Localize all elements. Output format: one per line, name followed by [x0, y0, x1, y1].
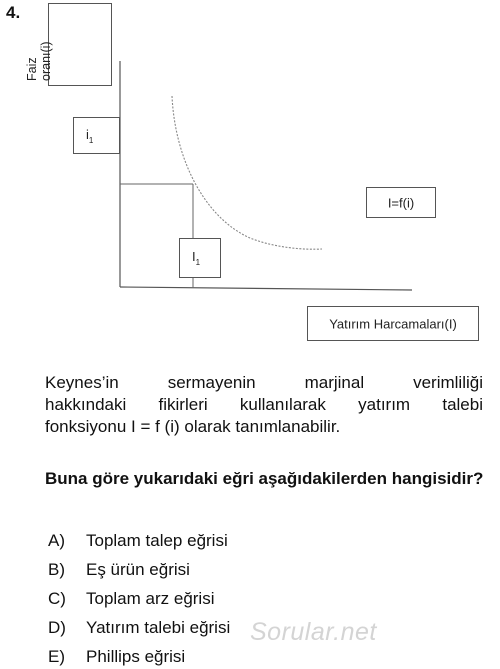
y-axis-label-line-2: oranı(i) — [39, 41, 53, 81]
option-e[interactable] — [48, 642, 230, 669]
investment-demand-curve — [172, 96, 322, 249]
i1-label: i — [86, 126, 89, 142]
option-letter: D) — [48, 618, 66, 637]
question-stem: Buna göre yukarıdaki eğri aşağıdakilerden hangisidir? — [45, 469, 484, 488]
question-paragraph — [45, 372, 483, 438]
option-letter: E) — [48, 647, 65, 666]
i1-subscript: 1 — [88, 135, 94, 145]
x-axis-label: Yatırım Harcamaları(I) — [329, 316, 457, 331]
curve-label-box — [366, 187, 436, 218]
I1-label: I — [192, 249, 196, 265]
option-d[interactable] — [48, 613, 230, 642]
paragraph-line-3: fonksiyonu I = f (i) olarak tanımlanabilir. — [45, 417, 341, 436]
option-text: Phillips eğrisi — [86, 647, 186, 666]
watermark: Sorular.net — [250, 618, 377, 646]
x-axis-line — [120, 287, 412, 290]
option-text: Toplam arz eğrisi — [86, 589, 215, 608]
option-a[interactable] — [48, 526, 230, 555]
y-axis-label-box — [25, 3, 112, 86]
option-text: Eş ürün eğrisi — [86, 560, 190, 579]
option-c[interactable] — [48, 584, 230, 613]
i1-label-box — [73, 117, 120, 154]
option-b[interactable] — [48, 555, 230, 584]
paragraph-line-1: Keynes’in sermayenin marjinal verimliliği — [45, 373, 483, 392]
paragraph-line-2: hakkındaki fikirleri kullanılarak yatırım talebi — [45, 395, 483, 414]
option-letter: A) — [48, 531, 65, 550]
x-axis-label-box — [307, 306, 479, 341]
y-axis-label-line-1: Faiz — [25, 57, 39, 81]
option-letter: B) — [48, 560, 65, 579]
I1-subscript: 1 — [195, 257, 201, 267]
answer-options — [48, 526, 230, 669]
option-text: Yatırım talebi eğrisi — [86, 618, 231, 637]
option-letter: C) — [48, 589, 66, 608]
I1-label-box — [179, 238, 221, 278]
curve-label: I=f(i) — [387, 195, 415, 210]
option-text: Toplam talep eğrisi — [86, 531, 228, 550]
question-number: 4. — [6, 3, 21, 22]
